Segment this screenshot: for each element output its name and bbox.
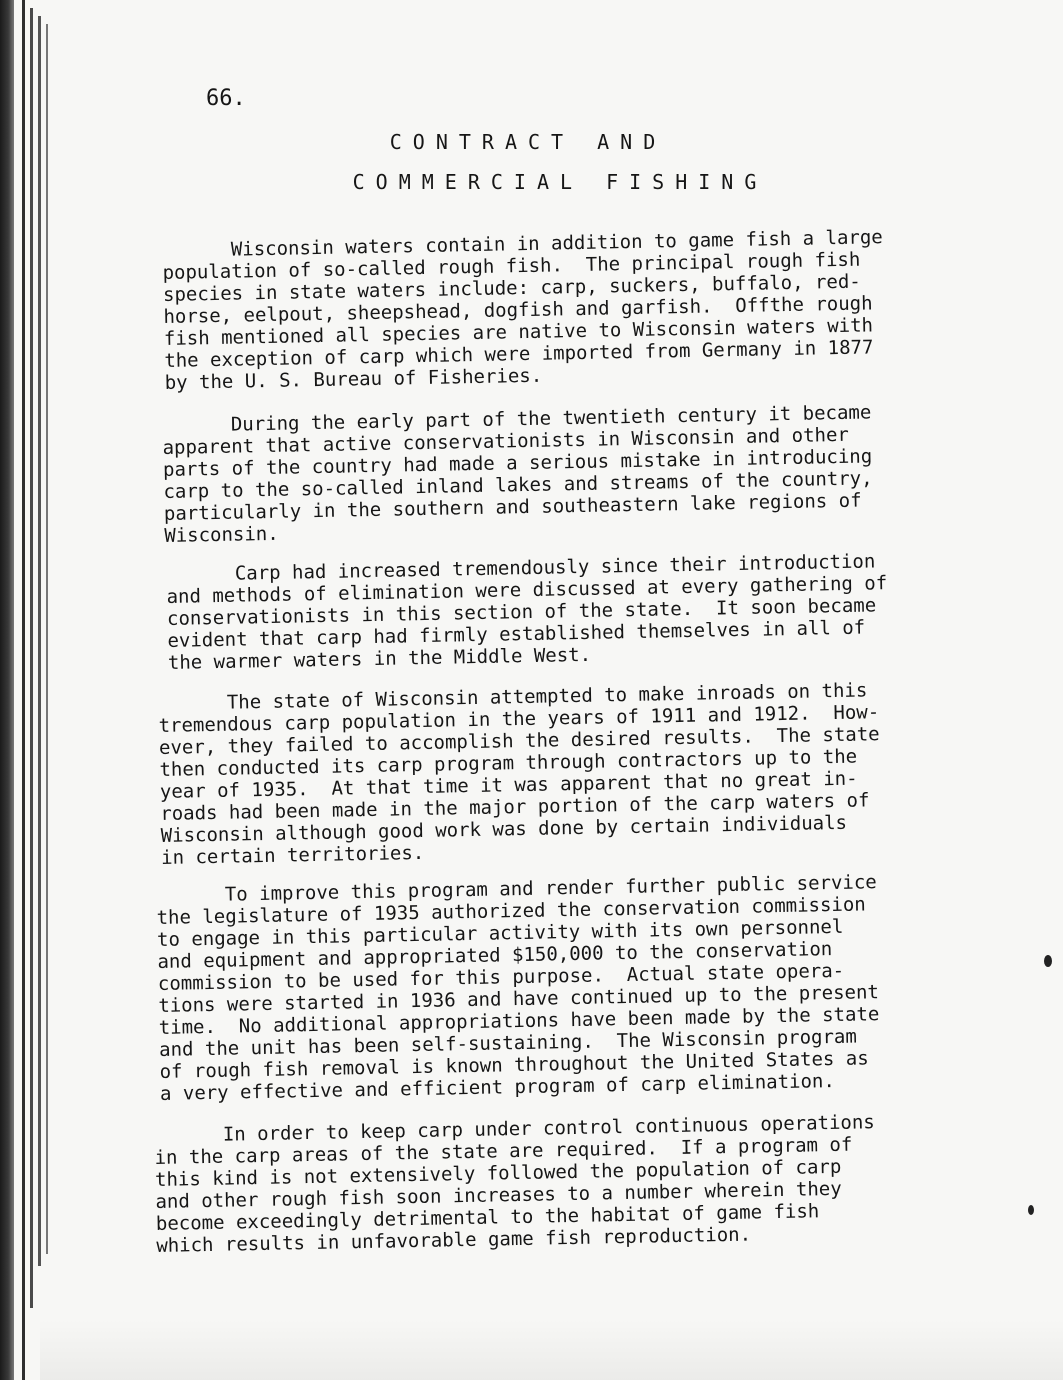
title-line-2: COMMERCIAL FISHING [352,170,768,194]
title-line-1: CONTRACT AND [389,130,667,154]
page-edge [30,8,33,1308]
paragraph-5: To improve this program and render further public service the legislature of 1935 authorized the conservation commission to engage in this particular activity with its own personnel and equipment and appropriated $150,000 to the conservation commission to be used for this purpose. Actual state opera- tions were started in 1936 and have continued up to the present time. No additional appropriations have been made by the state and the unit has been self-sustaining. The Wisconsin program of rough fish removal is known throughout the United States as a very effective and efficient program of carp elimination. [156,871,880,1105]
page-shadow [40,1320,1063,1380]
ink-blot [1044,955,1052,967]
paragraph-6: In order to keep carp under control continuous operations in the carp areas of the state are required. If a program of this kind is not extensively followed the population of carp and other rough fish soon increases to a number wherein they become exceedingly detrimental to the habitat of game fish which results in unfavorable game fish reproduction. [154,1111,875,1257]
paragraph-2: During the early part of the twentieth century it became apparent that active conservationists in Wisconsin and other parts of the country had made a serious mistake in introducing carp to the so-called inland lakes and streams of the country, particularly in the southern and southeastern lake regions of Wisconsin. [162,401,873,547]
paragraph-4: The state of Wisconsin attempted to make inroads on this tremendous carp population in the years of 1911 and 1912. How- ever, they failed to accomplish the desired results. The state then conducted its carp program through contractors up to the year of 1935. At that time it was apparent that no great in- roads had been made in the major portion of the carp waters of Wisconsin although good work was done by certain individuals in certain territories. [158,679,880,869]
binding-edge [0,0,14,1380]
page-edge [22,0,25,1380]
page-edge [38,16,41,1266]
page-number: 66. [206,86,246,111]
ink-blot [1028,1205,1034,1215]
paragraph-1: Wisconsin waters contain in addition to game fish a large population of so-called rough fish. The principal rough fish species in state waters include: carp, suckers, buffalo, red- horse, eelpout, sheepshead, dogfish and garfish. Offthe rough fish mentioned all species are native to Wisconsin waters with the exception of carp which were imported from Germany in 1877 by the U. S. Bureau of Fisheries. [162,226,883,394]
page-edge [46,24,48,1254]
paragraph-3: Carp had increased tremendously since their introduction and methods of elimination were discussed at every gathering of conservationists in this section of the state. It soon became evident that carp had firmly established themselves in all of the warmer waters in the Middle West. [166,550,888,674]
